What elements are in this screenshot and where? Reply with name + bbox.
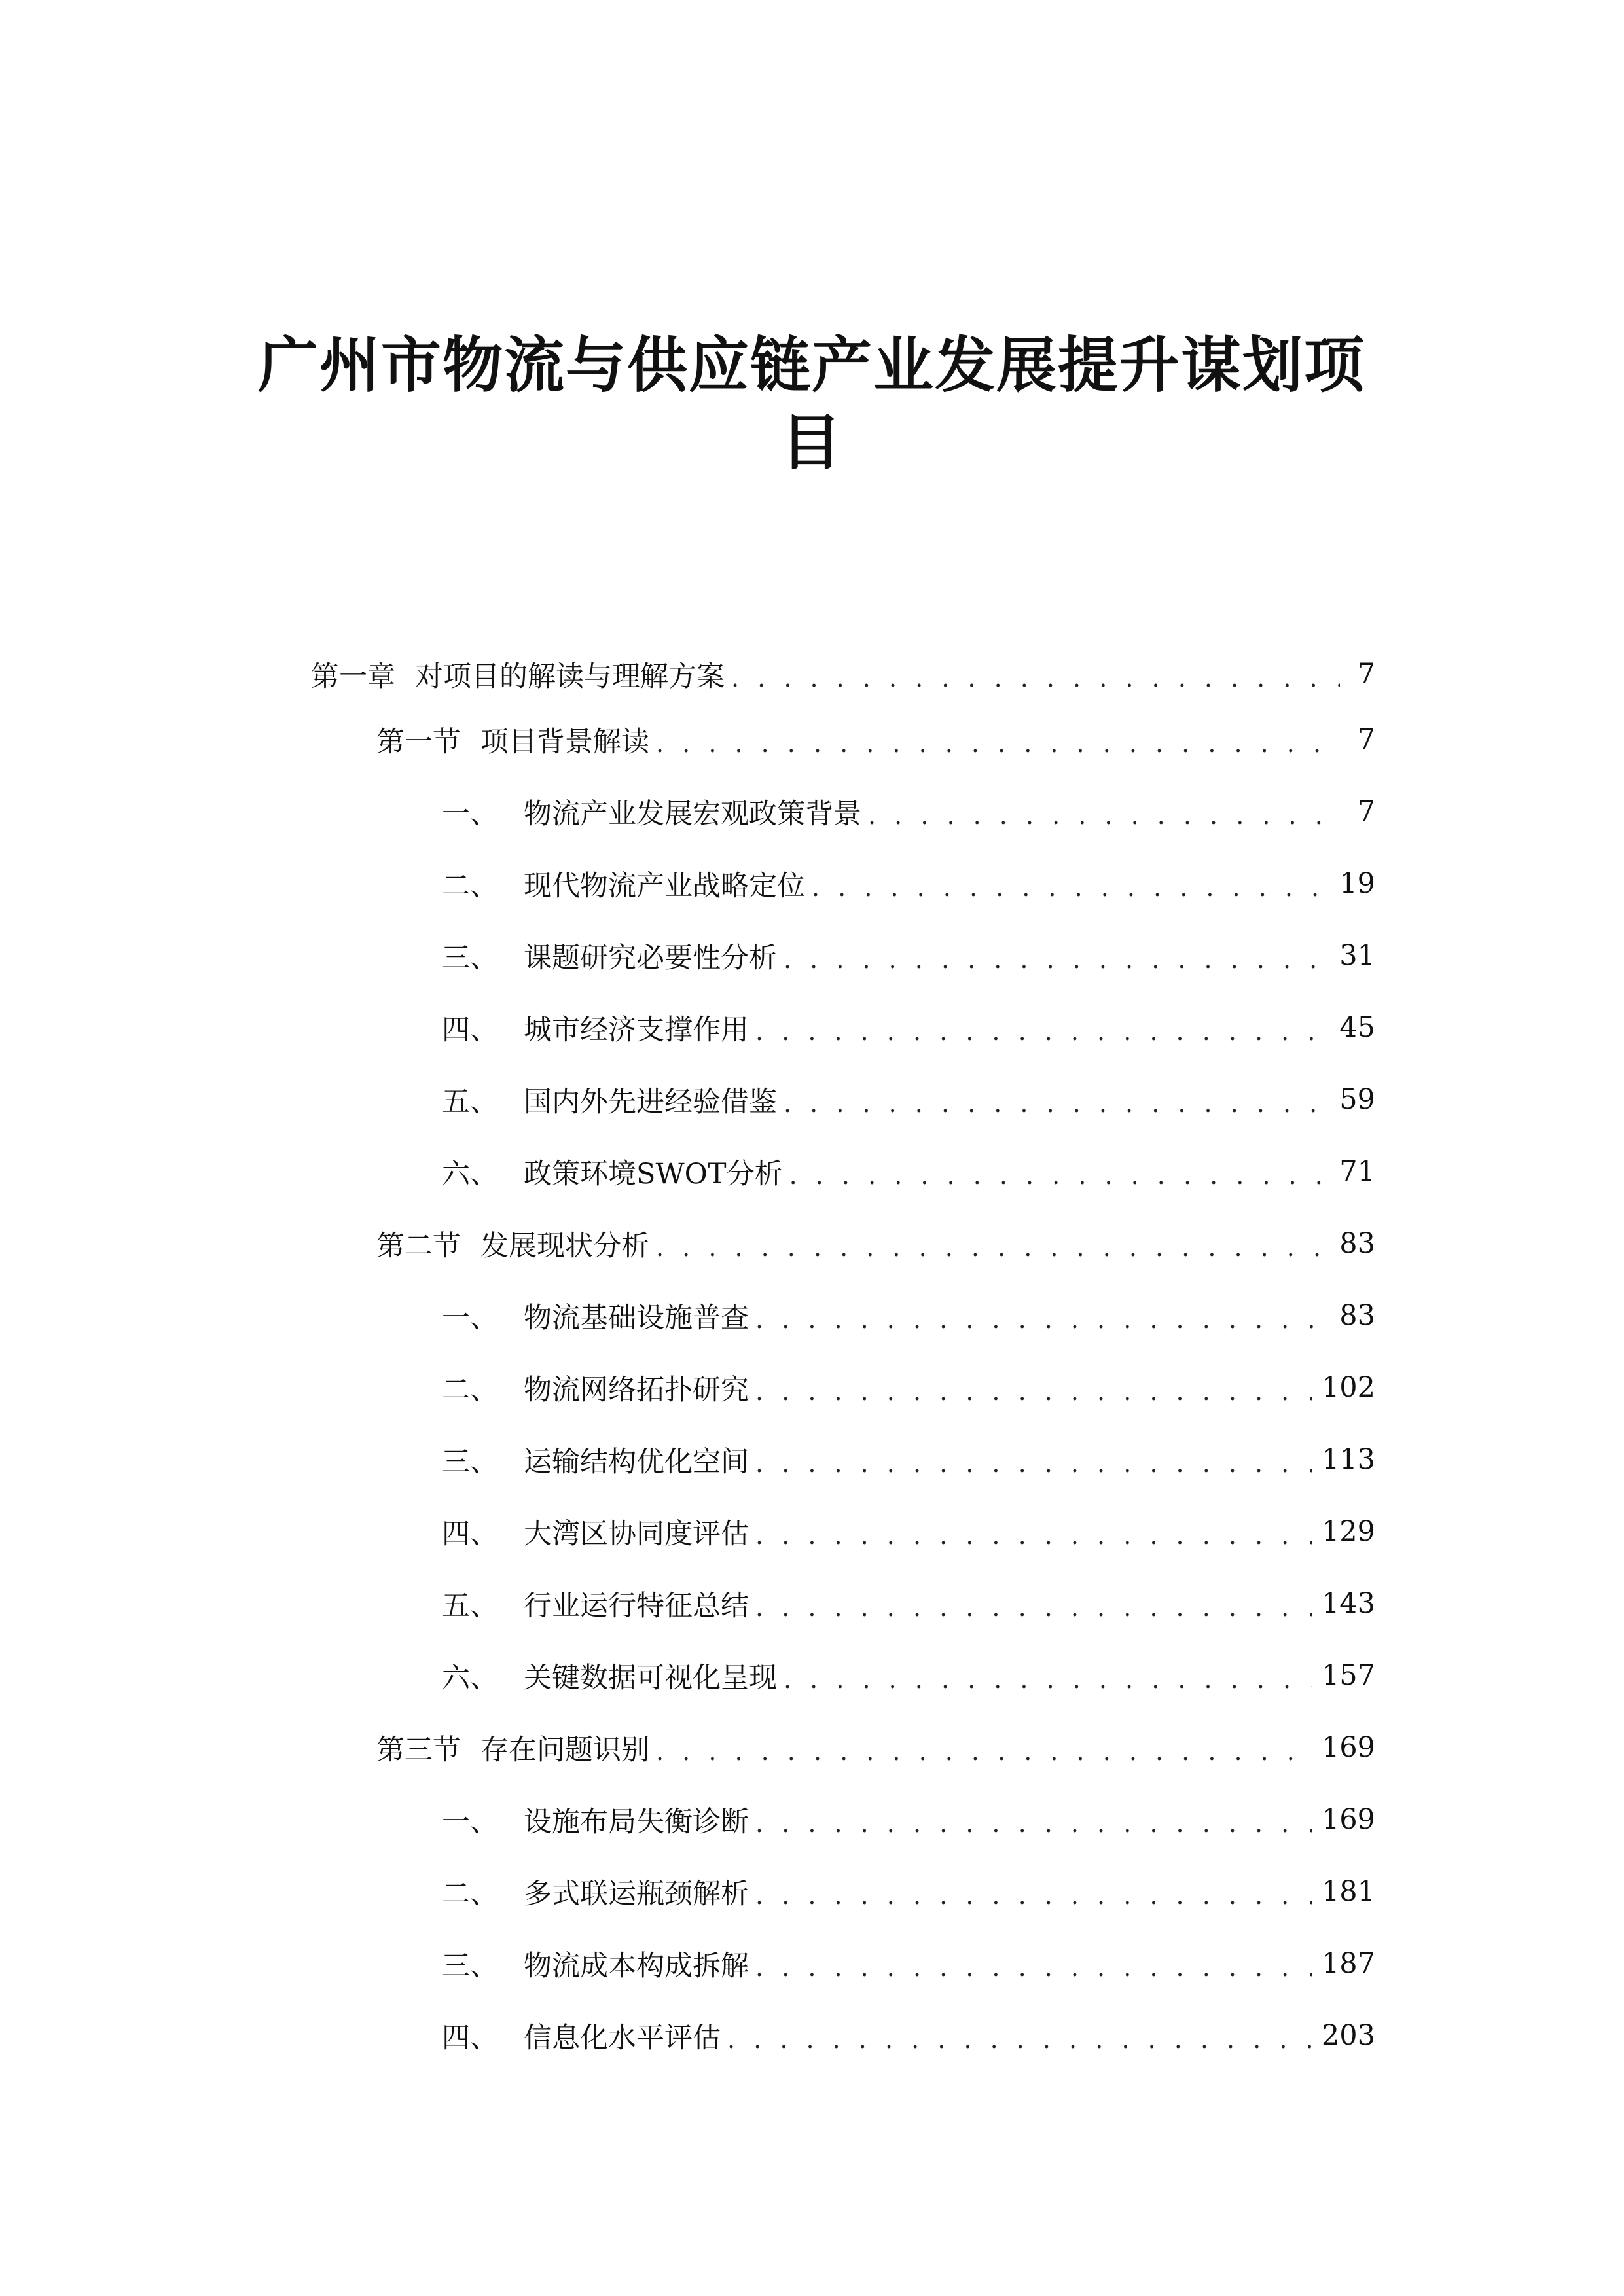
toc-label: 物流成本构成拆解 [524,1949,749,1982]
toc-label: 城市经济支撑作用 [524,1013,749,1047]
title-line-1: 广州市物流与供应链产业发展提升谋划项 [257,331,1365,401]
toc-label: 物流基础设施普查 [524,1301,749,1335]
toc-page-number: 169 [1321,1731,1375,1764]
toc-number: 一、 [442,1805,498,1839]
toc-entry-chapter[interactable] [311,655,1375,694]
toc-label: 物流网络拓扑研究 [524,1373,749,1407]
toc-entry-item[interactable] [442,1008,1375,1047]
toc-leader-dots [784,1089,1330,1118]
toc-label: 课题研究必要性分析 [524,941,777,975]
toc-entry-item[interactable] [442,1296,1375,1335]
toc-page-number: 203 [1321,2019,1375,2052]
toc-number: 第一章 [311,660,395,693]
toc-number: 一、 [442,797,498,831]
toc-number: 四、 [442,1013,498,1047]
toc-leader-dots [755,1809,1312,1838]
toc-number: 第二节 [376,1229,461,1263]
toc-page-number: 19 [1339,867,1375,900]
toc-entry-item[interactable] [442,1872,1375,1911]
toc-leader-dots [784,1665,1312,1694]
toc-label: 政策环境SWOT分析 [524,1157,783,1191]
toc-label: 设施布局失衡诊断 [524,1805,749,1839]
toc-label: 行业运行特征总结 [524,1589,749,1623]
toc-page-number: 187 [1321,1947,1375,1980]
toc-label: 国内外先进经验借鉴 [524,1085,777,1119]
toc-entry-item[interactable] [442,936,1375,975]
toc-label: 大湾区协同度评估 [524,1517,749,1551]
toc-entry-item[interactable] [442,1368,1375,1407]
toc-entry-item[interactable] [442,1584,1375,1623]
toc-number: 二、 [442,1373,498,1407]
toc-number: 三、 [442,1949,498,1982]
toc-page-number: 7 [1357,795,1375,828]
toc-entry-item[interactable] [442,1152,1375,1191]
toc-page-number: 157 [1321,1659,1375,1692]
toc-entry-item[interactable] [442,1656,1375,1695]
toc-leader-dots [789,1161,1331,1190]
toc-leader-dots [812,873,1330,902]
toc-entry-item[interactable] [442,1512,1375,1551]
document-title [196,327,1427,482]
toc-page-number: 129 [1321,1515,1375,1548]
toc-entry-item[interactable] [442,1800,1375,1839]
toc-label: 存在问题识别 [480,1733,649,1767]
toc-page-number: 113 [1321,1443,1375,1476]
toc-page-number: 143 [1321,1587,1375,1620]
toc-leader-dots [656,1737,1312,1766]
toc-entry-item[interactable] [442,792,1375,831]
toc-page-number: 102 [1321,1371,1375,1404]
toc-page-number: 181 [1321,1875,1375,1908]
toc-leader-dots [727,2025,1312,2054]
toc-number: 二、 [442,1877,498,1910]
toc-entry-item[interactable] [442,1944,1375,1983]
toc-number: 六、 [442,1157,498,1191]
toc-page-number: 7 [1357,658,1375,691]
toc-leader-dots [755,1377,1312,1406]
toc-number: 四、 [442,2021,498,2054]
toc-page-number: 71 [1339,1155,1375,1188]
toc-leader-dots [868,801,1340,830]
toc-entry-item[interactable] [442,864,1375,903]
toc-label: 物流产业发展宏观政策背景 [524,797,861,831]
toc-number: 五、 [442,1085,498,1119]
toc-number: 第三节 [376,1733,461,1767]
toc-page-number: 59 [1339,1083,1375,1116]
toc-leader-dots [755,1305,1330,1334]
toc-label: 现代物流产业战略定位 [524,869,805,903]
toc-leader-dots [656,1233,1330,1262]
toc-number: 五、 [442,1589,498,1623]
toc-number: 二、 [442,869,498,903]
toc-number: 三、 [442,1445,498,1479]
toc-label: 信息化水平评估 [524,2021,721,2054]
toc-page-number: 31 [1339,939,1375,972]
toc-entry-section[interactable] [376,1728,1375,1767]
toc-number: 一、 [442,1301,498,1335]
toc-leader-dots [755,1953,1312,1982]
toc-leader-dots [755,1881,1312,1910]
toc-leader-dots [755,1593,1312,1622]
toc-entry-item[interactable] [442,2016,1375,2055]
toc-entry-item[interactable] [442,1440,1375,1479]
toc-label: 项目背景解读 [480,725,649,759]
toc-number: 四、 [442,1517,498,1551]
toc-number: 六、 [442,1661,498,1695]
toc-entry-section[interactable] [376,720,1375,759]
toc-leader-dots [755,1521,1312,1550]
title-line-2: 目 [780,408,842,478]
toc-page-number: 169 [1321,1803,1375,1836]
toc-page-number: 7 [1357,723,1375,756]
toc-page-number: 45 [1339,1011,1375,1044]
toc-leader-dots [656,729,1340,758]
toc-page-number: 83 [1339,1299,1375,1332]
toc-label: 对项目的解读与理解方案 [415,660,725,693]
toc-leader-dots [755,1449,1312,1478]
toc-number: 三、 [442,941,498,975]
toc-label: 发展现状分析 [480,1229,649,1263]
toc-label: 运输结构优化空间 [524,1445,749,1479]
toc-entry-item[interactable] [442,1080,1375,1119]
toc-leader-dots [731,664,1340,692]
toc-leader-dots [784,945,1330,974]
toc-number: 第一节 [376,725,461,759]
toc-label: 多式联运瓶颈解析 [524,1877,749,1910]
toc-leader-dots [755,1017,1330,1046]
toc-page-number: 83 [1339,1227,1375,1260]
toc-entry-section[interactable] [376,1224,1375,1263]
toc-label: 关键数据可视化呈现 [524,1661,777,1695]
